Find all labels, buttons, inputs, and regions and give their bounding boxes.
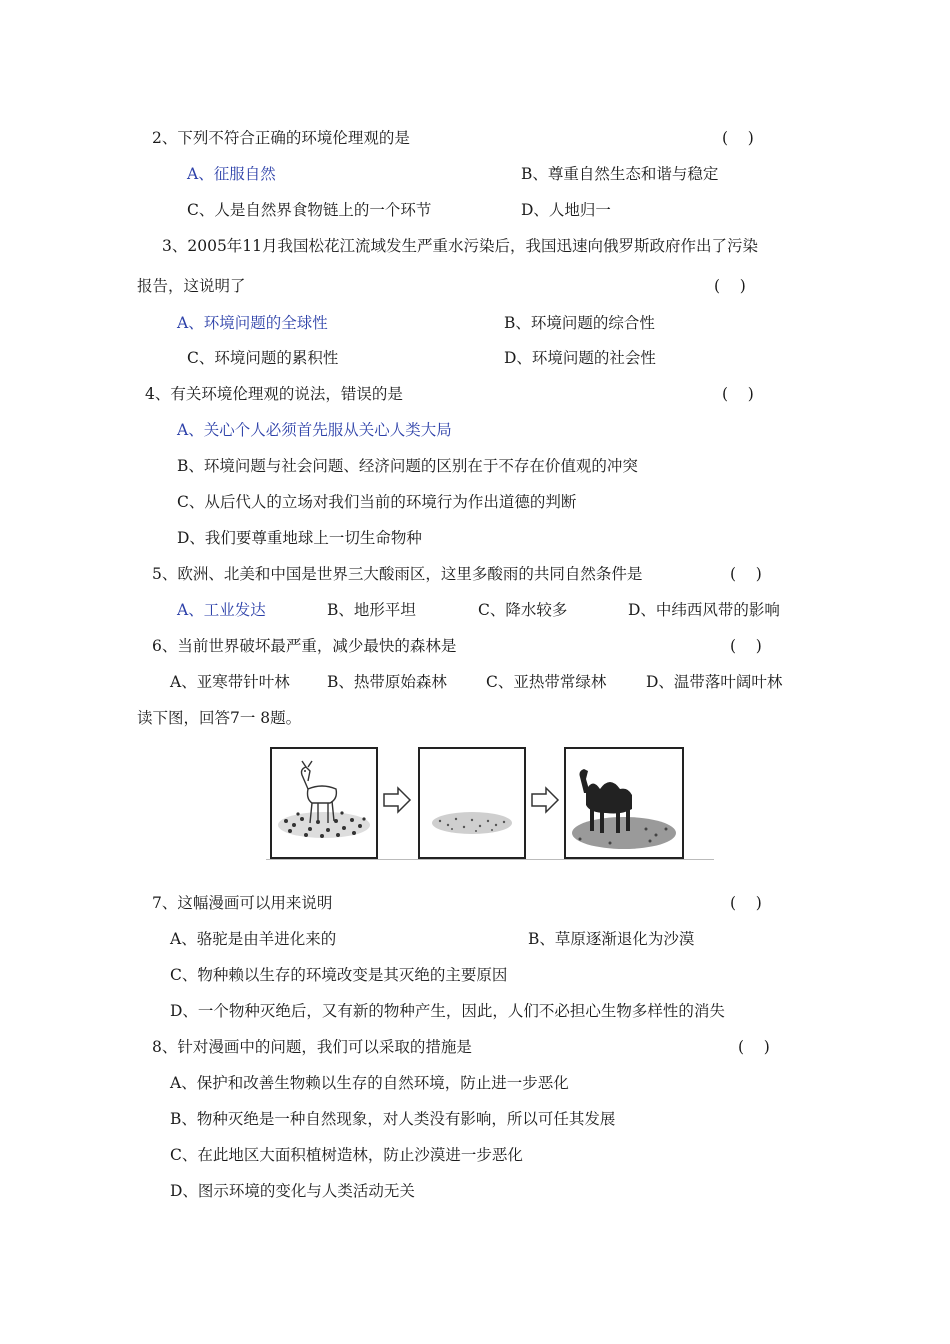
q2-option-c: C、人是自然界食物链上的一个环节 [187, 201, 432, 219]
q7-option-c: C、物种赖以生存的环境改变是其灭绝的主要原因 [170, 966, 508, 984]
figure-baseline [266, 859, 714, 860]
q4-option-d: D、我们要尊重地球上一切生命物种 [177, 529, 422, 547]
q4-option-b: B、环境问题与社会问题、经济问题的区别在于不存在价值观的冲突 [177, 457, 638, 475]
q3-option-a: A、环境问题的全球性 [177, 314, 328, 332]
q6-option-d: D、温带落叶阔叶林 [646, 673, 783, 691]
q5-stem: 5、欧洲、北美和中国是世界三大酸雨区，这里多酸雨的共同自然条件是 [152, 565, 643, 583]
panel-desert-camel [564, 747, 684, 859]
q6-option-c: C、亚热带常绿林 [486, 673, 607, 691]
q5-option-c: C、降水较多 [478, 601, 568, 619]
q3-answer-paren: ( ) [714, 277, 746, 295]
q3-option-c: C、环境问题的累积性 [187, 349, 339, 367]
q7-answer-paren: ( ) [730, 894, 762, 912]
panel-degraded-land [418, 747, 526, 859]
q7-stem: 7、这幅漫画可以用来说明 [152, 894, 333, 912]
q4-option-a: A、关心个人必须首先服从关心人类大局 [177, 421, 452, 439]
q8-option-d: D、图示环境的变化与人类活动无关 [170, 1182, 415, 1200]
q4-answer-paren: ( ) [722, 385, 754, 403]
q5-option-b: B、地形平坦 [327, 601, 416, 619]
q7-option-b: B、草原逐渐退化为沙漠 [528, 930, 695, 948]
q2-option-b: B、尊重自然生态和谐与稳定 [521, 165, 719, 183]
panel-grassland-sheep [270, 747, 378, 859]
arrow-right-icon [530, 785, 560, 815]
q8-option-b: B、物种灭绝是一种自然现象，对人类没有影响，所以可任其发展 [170, 1110, 616, 1128]
q8-option-a: A、保护和改善生物赖以生存的自然环境，防止进一步恶化 [170, 1074, 569, 1092]
q2-option-a: A、征服自然 [187, 165, 276, 183]
q7-option-d: D、一个物种灭绝后，又有新的物种产生，因此，人们不必担心生物多样性的消失 [170, 1002, 725, 1020]
q2-stem: 2、下列不符合正确的环境伦理观的是 [152, 129, 410, 147]
degraded-land-illustration [420, 749, 524, 857]
q7-option-a: A、骆驼是由羊进化来的 [170, 930, 337, 948]
q8-option-c: C、在此地区大面积植树造林，防止沙漠进一步恶化 [170, 1146, 523, 1164]
q2-answer-paren: ( ) [722, 129, 754, 147]
figure-intro: 读下图，回答7一 8题。 [137, 709, 302, 727]
q8-stem: 8、针对漫画中的问题，我们可以采取的措施是 [152, 1038, 472, 1056]
q3-option-b: B、环境问题的综合性 [504, 314, 655, 332]
arrow-right-icon [382, 785, 412, 815]
q3-stem-line2: 报告，这说明了 [137, 277, 246, 295]
q6-option-a: A、亚寒带针叶林 [170, 673, 290, 691]
q4-stem: 4、有关环境伦理观的说法，错误的是 [145, 385, 403, 403]
q5-option-a: A、工业发达 [177, 601, 266, 619]
q6-option-b: B、热带原始森林 [327, 673, 447, 691]
q6-answer-paren: ( ) [730, 637, 762, 655]
comic-figure [266, 745, 714, 863]
q3-option-d: D、环境问题的社会性 [504, 349, 656, 367]
camel-desert-illustration [566, 749, 682, 857]
q8-answer-paren: ( ) [738, 1038, 770, 1056]
q3-stem-line1: 3、2005年11月我国松花江流域发生严重水污染后，我国迅速向俄罗斯政府作出了污染 [162, 237, 759, 255]
sheep-grassland-illustration [272, 749, 376, 857]
q4-option-c: C、从后代人的立场对我们当前的环境行为作出道德的判断 [177, 493, 577, 511]
q6-stem: 6、当前世界破坏最严重，减少最快的森林是 [152, 637, 457, 655]
q2-option-d: D、人地归一 [521, 201, 611, 219]
q5-answer-paren: ( ) [730, 565, 762, 583]
q5-option-d: D、中纬西风带的影响 [628, 601, 780, 619]
